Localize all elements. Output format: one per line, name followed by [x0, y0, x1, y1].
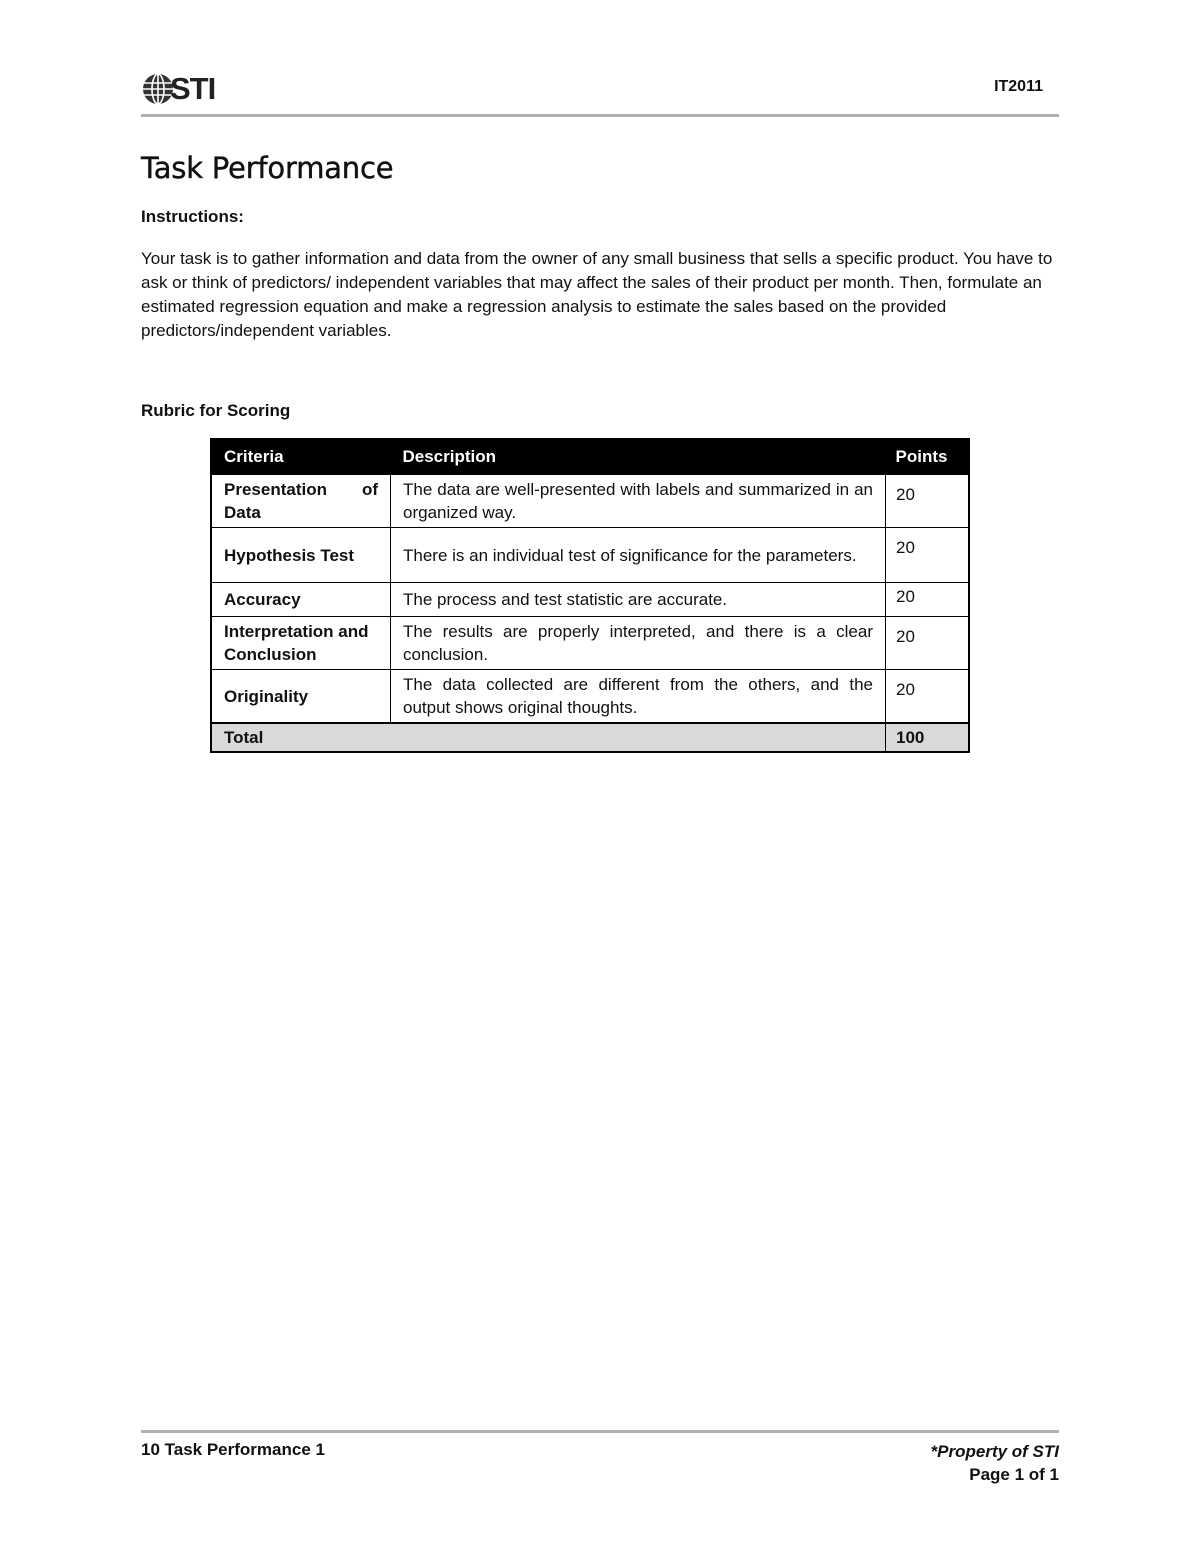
page-header [141, 70, 1059, 118]
description-cell: The results are properly interpreted, and there is a clear conclusion. [391, 617, 886, 670]
page-number: Page 1 of 1 [969, 1465, 1059, 1484]
rubric-table [210, 438, 970, 753]
description-cell: The data are well-presented with labels and summarized in an organized way. [391, 475, 886, 528]
header-divider [141, 114, 1059, 117]
criteria-cell: Originality [211, 670, 391, 724]
points-cell: 20 [886, 475, 970, 528]
points-cell: 20 [886, 670, 970, 724]
sti-logo [141, 72, 215, 106]
instructions-heading: Instructions: [141, 207, 244, 226]
criteria-cell: Interpretation and Conclusion [211, 617, 391, 670]
criteria-cell: Hypothesis Test [211, 528, 391, 583]
total-label: Total [211, 723, 886, 752]
table-row [211, 475, 969, 528]
total-row [211, 723, 969, 752]
column-header-criteria: Criteria [211, 439, 391, 475]
points-cell: 20 [886, 583, 970, 617]
points-cell: 20 [886, 528, 970, 583]
instructions-body: Your task is to gather information and data from the owner of any small business that sells a specific product. You have to ask or think of predictors/ independent variables that may affect the sales of their product per month. Then, formulate an estimated regression equation and make a regression analysis to estimate the sales based on the provided predictors/independent variables. [141, 249, 1053, 340]
table-row [211, 583, 969, 617]
total-points: 100 [886, 723, 970, 752]
footer-document-label: 10 Task Performance 1 [141, 1440, 325, 1459]
page-title: Task Performance [141, 151, 394, 185]
description-cell: The data collected are different from the others, and the output shows original thoughts. [391, 670, 886, 724]
footer-right [931, 1440, 1059, 1486]
table-row [211, 528, 969, 583]
column-header-description: Description [391, 439, 886, 475]
column-header-points: Points [886, 439, 970, 475]
points-cell: 20 [886, 617, 970, 670]
criteria-cell: Presentation of Data [211, 475, 391, 528]
course-code: IT2011 [994, 78, 1043, 95]
logo-text: STI [170, 71, 216, 106]
description-cell: The process and test statistic are accurate. [391, 583, 886, 617]
footer-divider [141, 1430, 1059, 1433]
criteria-cell: Accuracy [211, 583, 391, 617]
description-cell: There is an individual test of significance for the parameters. [391, 528, 886, 583]
rubric-header-row [211, 439, 969, 475]
table-row [211, 670, 969, 724]
rubric-heading: Rubric for Scoring [141, 401, 291, 420]
property-notice: *Property of STI [930, 1442, 1059, 1461]
table-row [211, 617, 969, 670]
